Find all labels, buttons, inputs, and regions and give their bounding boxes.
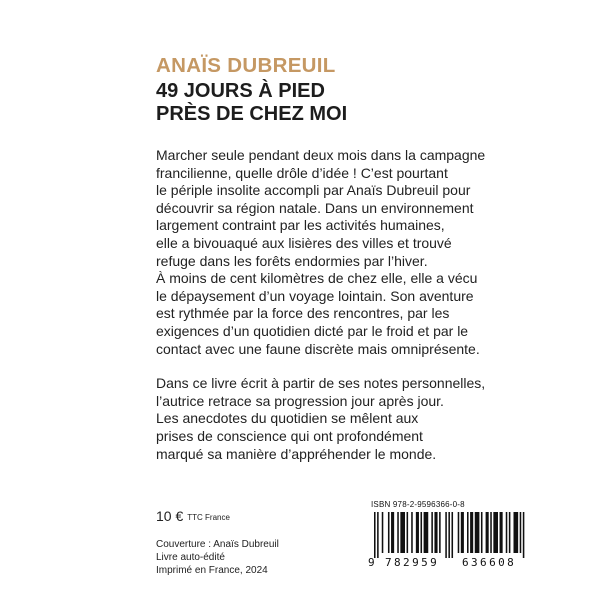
barcode-first-digit: 9 (368, 556, 375, 569)
blurb-line: le périple insolite accompli par Anaïs Dubreuil pour (156, 182, 471, 199)
barcode-bar (481, 512, 483, 553)
isbn-label: ISBN 978-2-9596366-0-8 (371, 500, 465, 509)
barcode-bar (400, 512, 405, 553)
barcode-bar (377, 512, 379, 558)
barcode-bar (434, 512, 437, 553)
barcode-bar (506, 512, 508, 553)
barcode-bar (421, 512, 423, 553)
barcode-bar (407, 512, 409, 553)
blurb-line: À moins de cent kilomètres de chez elle, elle a vécu (156, 270, 478, 287)
blurb-line: est rythmée par la force des rencontres, par les (156, 305, 450, 322)
barcode-bar (461, 512, 464, 553)
blurb-line: exigences d’un quotidien dicté par le froid et par le (156, 322, 469, 339)
title-line-2: PRÈS DE CHEZ MOI (156, 103, 348, 125)
barcode-left-group: 782959 (385, 556, 440, 569)
barcode-bar (388, 512, 390, 553)
blurb-line: Marcher seule pendant deux mois dans la campagne (156, 147, 486, 163)
barcode-icon (366, 512, 536, 558)
barcode-bar (520, 512, 522, 553)
blurb-line: le dépaysement d’un voyage lointain. Son aventure (156, 287, 474, 304)
author-name: ANAÏS DUBREUIL (156, 54, 336, 77)
price-value: 10 € (156, 508, 184, 524)
credit-line: Livre auto-édité (156, 552, 225, 563)
blurb-line: refuge dans les forêts endormies par l’hiver. (156, 252, 428, 269)
barcode-bar (486, 512, 489, 553)
barcode-bar (458, 512, 460, 553)
blurb (156, 147, 485, 463)
barcode-bar (452, 512, 454, 558)
price-note: TTC France (187, 513, 230, 522)
blurb-line: elle a bivouaqué aux lisières des villes et trouvé (156, 234, 452, 251)
barcode-bar (448, 512, 450, 558)
blurb-line: largement contraint par les activités humaines, (156, 217, 445, 234)
barcode-bar (424, 512, 429, 553)
credit-line: Imprimé en France, 2024 (156, 565, 268, 576)
barcode-digits (368, 556, 533, 570)
blurb-paragraph-2 (156, 375, 485, 463)
book-title (156, 80, 347, 126)
barcode-bar (391, 512, 394, 553)
barcode-bar (500, 512, 503, 553)
blurb-line: Dans ce livre écrit à partir de ses notes personnelles, (156, 375, 486, 392)
barcode-bar (490, 512, 492, 553)
credits (156, 538, 279, 577)
blurb-line: Les anecdotes du quotidien se mêlent aux (156, 410, 419, 427)
barcode-bar (416, 512, 419, 553)
barcode-bar (470, 512, 473, 553)
blurb-paragraph-1 (156, 147, 485, 358)
blurb-line: francilienne, quelle drôle d’idée ! C’est pourtant (156, 164, 448, 181)
blurb-line: l’autrice retrace sa progression jour après jour. (156, 392, 444, 409)
paragraph-spacer (156, 358, 485, 375)
blurb-line: découvrir sa région natale. Dans un environnement (156, 199, 474, 216)
barcode-bar (397, 512, 399, 553)
barcode-bar (445, 512, 447, 558)
barcode-bar (467, 512, 469, 553)
blurb-line: marqué sa manière d’appréhender le monde. (156, 445, 437, 462)
barcode-bar (509, 512, 511, 553)
barcode-bar (439, 512, 441, 553)
blurb-line: prises de conscience qui ont profondément (156, 427, 423, 444)
credit-line: Couverture : Anaïs Dubreuil (156, 539, 279, 550)
barcode-bar (374, 512, 376, 558)
barcode-bar (514, 512, 519, 553)
barcode-bar (523, 512, 525, 558)
title-line-1: 49 JOURS À PIED (156, 80, 325, 102)
barcode-bar (475, 512, 480, 553)
price (156, 508, 230, 524)
barcode-bar (493, 512, 498, 553)
barcode-bar (382, 512, 384, 553)
barcode-bar (431, 512, 433, 553)
barcode-bar (411, 512, 413, 553)
blurb-line: contact avec une faune discrète mais omniprésente. (156, 340, 480, 357)
barcode-right-group: 636608 (462, 556, 517, 569)
